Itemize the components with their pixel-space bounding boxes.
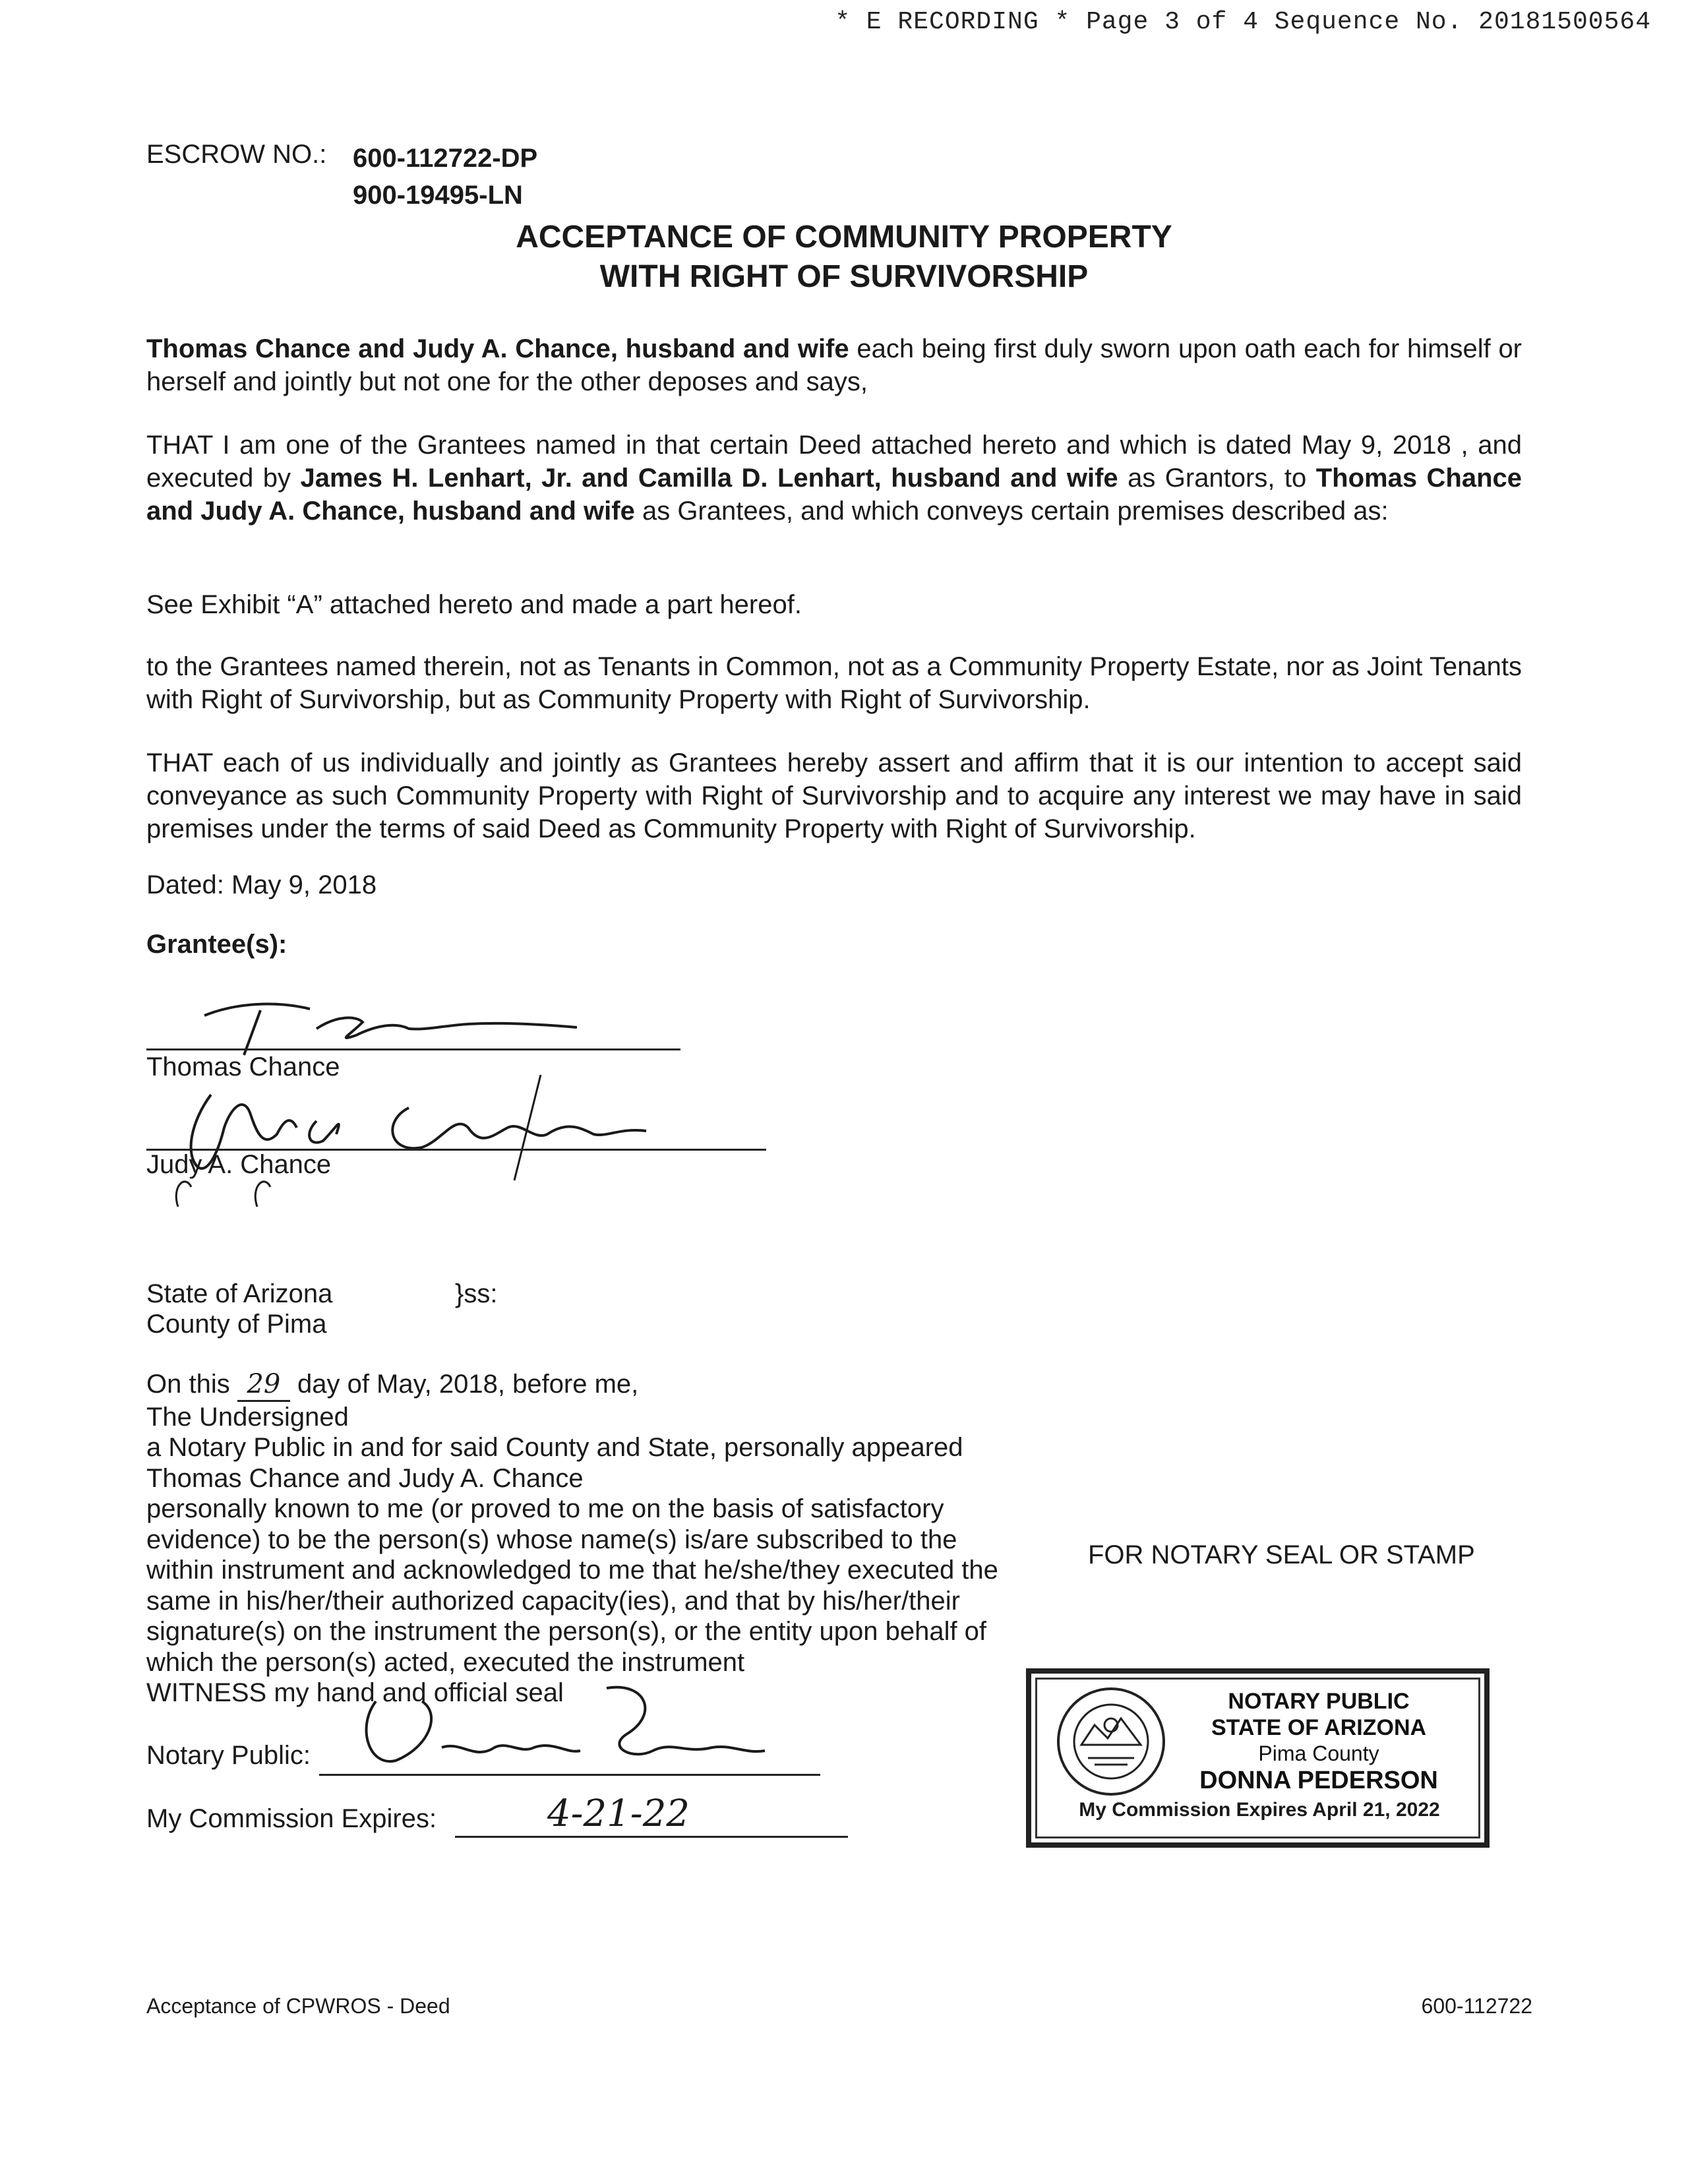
signer-name-1: Thomas Chance	[146, 1052, 340, 1081]
signature-judy	[145, 1055, 738, 1207]
intention-text: THAT each of us individually and jointly as Grantees hereby assert and affirm that it is our intention to accept said conveyance as such Community Property with Right of Survivorship and to acquire any interest we may have in said premises under the terms of said Deed as Community Property with Right of Survivorship.	[146, 748, 1522, 843]
on-this-prefix: On this	[146, 1370, 230, 1399]
day-handwritten: 29	[237, 1369, 290, 1402]
escrow-number-1: 600-112722-DP	[353, 144, 538, 173]
title-line-1: ACCEPTANCE OF COMMUNITY PROPERTY	[516, 220, 1172, 255]
ack-line-7: signature(s) on the instrument the person(s), or the entity upon behalf of	[146, 1617, 987, 1646]
commission-label: My Commission Expires:	[146, 1804, 437, 1833]
escrow-label: ESCROW NO.:	[146, 140, 327, 169]
paragraph-affiants	[146, 332, 1522, 398]
p2-text-a: THAT I am one of the Grantees named in that certain Deed attached hereto and which is dated May 9, 2018 , and executed by	[146, 431, 1522, 493]
venue-state: State of Arizona	[146, 1279, 333, 1308]
escrow-number-2: 900-19495-LN	[353, 181, 523, 210]
paragraph-tenancy	[146, 650, 1522, 716]
ack-line-4: evidence) to be the person(s) whose name(s) is/are subscribed to the	[146, 1525, 957, 1554]
dated-line: Dated: May 9, 2018	[146, 870, 377, 899]
seal-caption: FOR NOTARY SEAL OR STAMP	[1088, 1540, 1475, 1569]
signature-line-1	[146, 1048, 680, 1050]
venue-county: County of Pima	[146, 1310, 327, 1339]
title-line-2: WITH RIGHT OF SURVIVORSHIP	[599, 259, 1089, 294]
document-title	[0, 218, 1688, 297]
ack-line-8: which the person(s) acted, executed the instrument	[146, 1647, 745, 1677]
stamp-line-5: My Commission Expires April 21, 2022	[1079, 1799, 1440, 1821]
signature-thomas	[198, 989, 593, 1062]
escrow-numbers	[353, 140, 537, 214]
recording-header: * E RECORDING * Page 3 of 4 Sequence No. 20181500564	[835, 8, 1651, 36]
notary-acknowledgment	[146, 1369, 1070, 1709]
notary-stamp-text	[1167, 1688, 1470, 1795]
footer-left: Acceptance of CPWROS - Deed	[146, 1994, 450, 2018]
grantees-label: Grantee(s):	[146, 930, 287, 959]
exhibit-text: See Exhibit “A” attached hereto and made a part hereof.	[146, 590, 802, 619]
footer-right: 600-112722	[1421, 1994, 1532, 2018]
p2-text-c: as Grantees, and which conveys certain premises described as:	[634, 497, 1389, 526]
paragraph-grantees	[146, 429, 1522, 528]
ack-line-3: personally known to me (or proved to me on the basis of satisfactory	[146, 1494, 944, 1523]
signer-name-2: Judy A. Chance	[146, 1150, 332, 1179]
paragraph-exhibit	[146, 588, 1522, 621]
venue-ss: }ss:	[455, 1279, 498, 1308]
commission-handwritten: 4-21-22	[547, 1792, 690, 1835]
arizona-seal-icon	[1055, 1685, 1167, 1798]
ack-line-5: within instrument and acknowledged to me that he/she/they executed the	[146, 1556, 998, 1585]
paragraph-intention	[146, 746, 1522, 845]
stamp-line-2: STATE OF ARIZONA	[1211, 1715, 1427, 1740]
grantor-names: James H. Lenhart, Jr. and Camilla D. Lenhart, husband and wife	[300, 464, 1118, 493]
grantee-names: Thomas Chance and Judy A. Chance, husband and wife	[146, 464, 1522, 526]
stamp-line-4: DONNA PEDERSON	[1199, 1767, 1438, 1794]
p2-text-b: as Grantors, to	[1118, 464, 1316, 493]
on-this-suffix: day of May, 2018, before me,	[297, 1370, 639, 1399]
ack-line-6: same in his/her/their authorized capacity(ies), and that by his/her/their	[146, 1586, 960, 1616]
tenancy-text: to the Grantees named therein, not as Tenants in Common, not as a Community Property Estate, nor as Joint Tenants with Right of Survivorship, but as Community Property with Right of Survivorship.	[146, 652, 1522, 714]
stamp-line-3: Pima County	[1258, 1742, 1379, 1765]
ack-line-1: a Notary Public in and for said County and State, personally appeared	[146, 1433, 963, 1462]
witness-line: WITNESS my hand and official seal	[146, 1678, 564, 1707]
undersigned-line: The Undersigned	[146, 1402, 349, 1432]
affiant-text: each being first duly sworn upon oath each for himself or herself and jointly but not one for the other deposes and says,	[146, 334, 1522, 396]
stamp-line-1: NOTARY PUBLIC	[1228, 1689, 1410, 1714]
notary-public-label: Notary Public:	[146, 1741, 311, 1770]
notary-signature	[343, 1675, 804, 1780]
ack-line-2: Thomas Chance and Judy A. Chance	[146, 1463, 584, 1493]
on-this-line	[146, 1369, 1070, 1402]
affiant-names: Thomas Chance and Judy A. Chance, husband and wife	[146, 334, 849, 363]
commission-line	[455, 1836, 848, 1838]
